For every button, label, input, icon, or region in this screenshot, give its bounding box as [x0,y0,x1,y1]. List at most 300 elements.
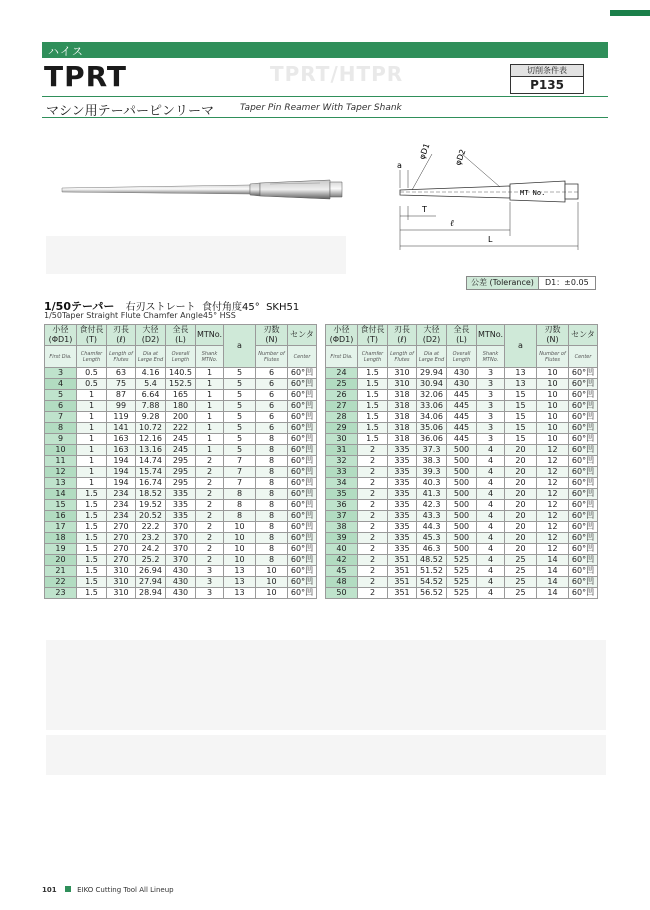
table-cell: 2 [196,478,224,489]
column-header-symbol: (L) [175,335,186,344]
table-cell: 60°凹 [288,467,317,478]
table-cell: 500 [447,500,477,511]
table-cell: 7 [224,456,256,467]
column-header [256,325,288,346]
table-cell: 60°凹 [569,456,598,467]
material-label: SKH51 [266,302,300,313]
table-cell: 1 [77,467,107,478]
table-cell: 165 [166,390,196,401]
table-cell: 5 [224,390,256,401]
table-cell: 335 [166,489,196,500]
table-row [45,401,317,412]
table-cell: 60°凹 [288,368,317,379]
table-cell: 40.3 [417,478,447,489]
table-cell: 10 [224,522,256,533]
table-cell: 5 [224,412,256,423]
table-cell: 15 [45,500,77,511]
table-cell: 1 [77,390,107,401]
table-row [45,588,317,599]
table-cell: 335 [388,533,417,544]
table-cell: 13 [224,588,256,599]
table-cell: 8 [256,456,288,467]
table-cell: 270 [107,533,136,544]
table-cell: 56.52 [417,588,447,599]
table-cell: 8 [256,555,288,566]
table-cell: 60°凹 [569,489,598,500]
column-header [136,325,166,346]
table-cell: 40 [326,544,358,555]
table-cell: 60°凹 [569,566,598,577]
table-cell: 60°凹 [288,566,317,577]
table-cell: 8 [256,478,288,489]
column-header [77,325,107,346]
table-cell: 60°凹 [569,577,598,588]
table-cell: 60°凹 [569,544,598,555]
table-cell: 1.5 [358,379,388,390]
table-cell: 318 [388,401,417,412]
table-cell: 12 [537,533,569,544]
table-cell: 60°凹 [288,577,317,588]
table-cell: 234 [107,489,136,500]
table-cell: 370 [166,533,196,544]
column-header-en: Overall Length [166,346,196,368]
table-cell: 270 [107,522,136,533]
table-cell: 18 [45,533,77,544]
table-cell: 6 [256,412,288,423]
table-cell: 500 [447,456,477,467]
table-cell: 335 [166,500,196,511]
table-cell: 1 [196,390,224,401]
table-cell: 60°凹 [569,467,598,478]
table-cell: 36.06 [417,434,447,445]
table-row [326,588,598,599]
table-row [326,445,598,456]
table-cell: 7.88 [136,401,166,412]
table-cell: 34 [326,478,358,489]
table-row [45,412,317,423]
table-row [326,478,598,489]
table-cell: 245 [166,434,196,445]
table-row [326,467,598,478]
table-cell: 20.52 [136,511,166,522]
table-cell: 12 [537,522,569,533]
table-cell: 15 [505,401,537,412]
table-cell: 10 [256,588,288,599]
column-header-en: First Dia. [45,346,77,368]
table-cell: 13.16 [136,445,166,456]
table-cell: 234 [107,500,136,511]
table-cell: 430 [447,379,477,390]
column-header-en: Shank MTNo. [196,346,224,368]
table-cell: 24.2 [136,544,166,555]
table-cell: 15 [505,412,537,423]
table-cell: 3 [196,577,224,588]
table-cell: 8 [224,489,256,500]
table-cell: 500 [447,489,477,500]
table-cell: 295 [166,478,196,489]
table-cell: 20 [505,456,537,467]
table-cell: 2 [196,489,224,500]
table-cell: 13 [224,566,256,577]
table-cell: 2 [358,544,388,555]
table-cell: 13 [224,577,256,588]
table-cell: 4 [477,577,505,588]
table-cell: 41.3 [417,489,447,500]
column-header-jp: センタ [571,330,595,339]
table-cell: 17 [45,522,77,533]
table-cell: 60°凹 [569,445,598,456]
table-cell: 370 [166,544,196,555]
column-header-jp: 小径 [52,325,69,334]
table-cell: 32 [326,456,358,467]
table-cell: 6 [256,379,288,390]
table-cell: 12 [537,456,569,467]
dim-label: MT No. [520,189,546,197]
table-cell: 335 [166,511,196,522]
column-header-jp: 刃長 [394,325,410,334]
cutting-conditions-title: 切削条件表 [511,65,583,77]
table-cell: 10 [224,555,256,566]
table-cell: 335 [388,522,417,533]
table-cell: 10 [224,533,256,544]
dim-label: ℓ [450,219,454,229]
table-cell: 1.5 [358,368,388,379]
page-number: 101 [42,886,57,894]
table-cell: 525 [447,588,477,599]
table-cell: 37 [326,511,358,522]
table-cell: 60°凹 [288,511,317,522]
table-cell: 500 [447,478,477,489]
column-header-en: Chamfer Length [358,346,388,368]
column-header-en: Overall Length [447,346,477,368]
column-header-symbol: (T) [85,335,98,344]
table-cell: 36 [326,500,358,511]
table-cell: 29 [326,423,358,434]
table-cell: 10 [45,445,77,456]
table-cell: 310 [107,588,136,599]
column-header-en: Number of Flutes [537,346,569,368]
table-cell: 500 [447,533,477,544]
table-cell: 15 [505,423,537,434]
table-cell: 2 [358,522,388,533]
table-cell: 140.5 [166,368,196,379]
table-cell: 25 [505,555,537,566]
table-cell: 25 [505,566,537,577]
table-cell: 0.5 [77,379,107,390]
table-row [326,434,598,445]
table-cell: 60°凹 [569,555,598,566]
table-cell: 335 [388,511,417,522]
table-cell: 194 [107,467,136,478]
table-row [45,555,317,566]
column-header-en: Dia at Large End [136,346,166,368]
footer-text: EIKO Cutting Tool All Lineup [77,886,174,894]
table-cell: 13 [505,379,537,390]
table-cell: 1 [196,368,224,379]
table-cell: 60°凹 [288,412,317,423]
dimension-diagram [380,140,590,255]
table-cell: 9.28 [136,412,166,423]
table-cell: 54.52 [417,577,447,588]
table-cell: 1.5 [77,522,107,533]
background-ghost-text: TPRT/HTPR [270,62,404,86]
column-header-jp: 食付長 [79,325,104,334]
table-cell: 1.5 [77,588,107,599]
table-cell: 16.74 [136,478,166,489]
table-row [45,533,317,544]
table-cell: 20 [505,467,537,478]
table-cell: 60°凹 [288,478,317,489]
column-header-jp: 刃長 [113,325,129,334]
table-cell: 25 [505,588,537,599]
table-cell: 45.3 [417,533,447,544]
table-cell: 1.5 [77,533,107,544]
table-cell: 60°凹 [288,401,317,412]
table-cell: 1 [77,423,107,434]
table-cell: 35.06 [417,423,447,434]
table-cell: 5 [224,445,256,456]
top-accent-bar [610,10,650,16]
table-cell: 318 [388,423,417,434]
flute-label: 右刃ストレート [125,302,196,313]
table-cell: 2 [358,588,388,599]
table-cell: 24 [326,368,358,379]
table-cell: 60°凹 [288,445,317,456]
table-cell: 1.5 [77,555,107,566]
table-cell: 38.3 [417,456,447,467]
table-cell: 310 [388,368,417,379]
table-cell: 351 [388,555,417,566]
table-cell: 5 [224,423,256,434]
table-cell: 60°凹 [288,522,317,533]
table-cell: 445 [447,390,477,401]
table-cell: 45 [326,566,358,577]
table-row [45,456,317,467]
table-cell: 1 [196,412,224,423]
table-row [45,478,317,489]
table-cell: 20 [505,500,537,511]
table-cell: 430 [166,577,196,588]
table-cell: 2 [358,456,388,467]
column-header-en: Center [288,346,317,368]
table-cell: 87 [107,390,136,401]
table-cell: 2 [358,511,388,522]
table-cell: 1 [196,379,224,390]
table-cell: 270 [107,555,136,566]
table-cell: 14 [45,489,77,500]
table-cell: 0.5 [77,368,107,379]
table-cell: 42 [326,555,358,566]
column-header-symbol: (ℓ) [116,335,126,344]
table-cell: 141 [107,423,136,434]
table-row [45,511,317,522]
table-cell: 3 [196,566,224,577]
table-row [326,489,598,500]
table-cell: 10 [256,577,288,588]
table-row [326,533,598,544]
table-row [45,489,317,500]
column-header-jp: MTNo. [196,330,223,339]
table-cell: 2 [196,467,224,478]
cutting-conditions-page[interactable]: P135 [530,78,564,92]
table-cell: 60°凹 [288,588,317,599]
table-cell: 23.2 [136,533,166,544]
table-cell: 12 [45,467,77,478]
table-cell: 3 [196,588,224,599]
table-row [45,390,317,401]
table-cell: 525 [447,566,477,577]
table-cell: 19 [45,544,77,555]
table-cell: 12 [537,445,569,456]
table-cell: 5 [45,390,77,401]
table-cell: 60°凹 [288,423,317,434]
table-cell: 525 [447,577,477,588]
table-cell: 12.16 [136,434,166,445]
table-cell: 335 [388,456,417,467]
table-cell: 8 [256,533,288,544]
table-cell: 60°凹 [569,500,598,511]
table-cell: 35 [326,489,358,500]
table-cell: 22 [45,577,77,588]
table-row [326,500,598,511]
table-cell: 60°凹 [569,401,598,412]
table-cell: 10 [537,379,569,390]
column-header-en: Chamfer Length [77,346,107,368]
table-cell: 5 [224,368,256,379]
column-header-jp: 全長 [453,325,470,334]
table-cell: 3 [477,401,505,412]
table-cell: 6 [256,390,288,401]
table-cell: 29.94 [417,368,447,379]
table-cell: 31 [326,445,358,456]
table-cell: 3 [45,368,77,379]
table-row [326,390,598,401]
table-cell: 20 [45,555,77,566]
table-cell: 60°凹 [569,588,598,599]
table-cell: 445 [447,434,477,445]
table-cell: 1 [77,445,107,456]
table-cell: 335 [388,489,417,500]
product-title-en: Taper Pin Reamer With Taper Shank [240,103,402,113]
page-footer [42,886,174,894]
background-ghost-block [46,735,606,775]
table-cell: 310 [388,379,417,390]
dim-label: L [488,235,493,244]
table-cell: 1.5 [358,390,388,401]
table-row [45,379,317,390]
table-cell: 5 [224,401,256,412]
table-cell: 2 [358,500,388,511]
table-cell: 60°凹 [288,489,317,500]
table-cell: 6 [45,401,77,412]
table-cell: 1.5 [77,489,107,500]
cutting-conditions-box[interactable] [510,64,584,94]
table-cell: 4 [477,456,505,467]
table-cell: 1.5 [77,577,107,588]
table-cell: 4 [477,555,505,566]
table-cell: 430 [166,566,196,577]
column-header [537,325,569,346]
table-cell: 8 [256,511,288,522]
table-cell: 3 [477,368,505,379]
table-cell: 14.74 [136,456,166,467]
table-cell: 6.64 [136,390,166,401]
column-header [166,325,196,346]
table-cell: 194 [107,478,136,489]
column-header [45,325,77,346]
column-header-en: Length of Flutes [107,346,136,368]
table-row [326,379,598,390]
column-header [107,325,136,346]
table-cell: 1 [196,434,224,445]
table-cell: 351 [388,588,417,599]
table-cell: 32.06 [417,390,447,401]
table-cell: 13 [45,478,77,489]
table-cell: 19.52 [136,500,166,511]
column-header-symbol: (ΦD1) [329,335,354,344]
table-cell: 14 [537,577,569,588]
table-cell: 2 [358,533,388,544]
table-cell: 60°凹 [288,379,317,390]
table-cell: 60°凹 [288,500,317,511]
table-cell: 10 [537,423,569,434]
table-cell: 430 [166,588,196,599]
table-cell: 5.4 [136,379,166,390]
table-cell: 20 [505,445,537,456]
column-header [326,325,358,346]
table-cell: 2 [358,478,388,489]
table-cell: 500 [447,522,477,533]
table-cell: 335 [388,544,417,555]
table-cell: 39 [326,533,358,544]
table-cell: 1.5 [358,401,388,412]
table-cell: 10 [224,544,256,555]
table-cell: 7 [224,478,256,489]
table-cell: 12 [537,467,569,478]
table-cell: 4 [477,467,505,478]
table-row [326,555,598,566]
table-cell: 20 [505,522,537,533]
column-header-jp: a [237,341,242,350]
table-cell: 16 [45,511,77,522]
table-cell: 63 [107,368,136,379]
spec-table-left [44,324,317,599]
table-cell: 1 [196,445,224,456]
table-cell: 4 [477,522,505,533]
table-cell: 14 [537,588,569,599]
table-cell: 20 [505,489,537,500]
table-cell: 60°凹 [569,434,598,445]
table-cell: 370 [166,522,196,533]
table-cell: 60°凹 [288,390,317,401]
table-cell: 4 [477,445,505,456]
column-header [358,325,388,346]
table-cell: 4 [477,588,505,599]
column-header-symbol: (N) [265,335,278,344]
column-header-jp: 食付長 [360,325,385,334]
table-cell: 1 [77,478,107,489]
table-cell: 11 [45,456,77,467]
table-cell: 99 [107,401,136,412]
table-cell: 6 [256,423,288,434]
column-header [224,325,256,368]
table-cell: 4 [477,489,505,500]
table-cell: 15 [505,390,537,401]
table-row [45,445,317,456]
footer-square-icon [65,886,71,892]
table-cell: 335 [388,467,417,478]
table-cell: 18.52 [136,489,166,500]
